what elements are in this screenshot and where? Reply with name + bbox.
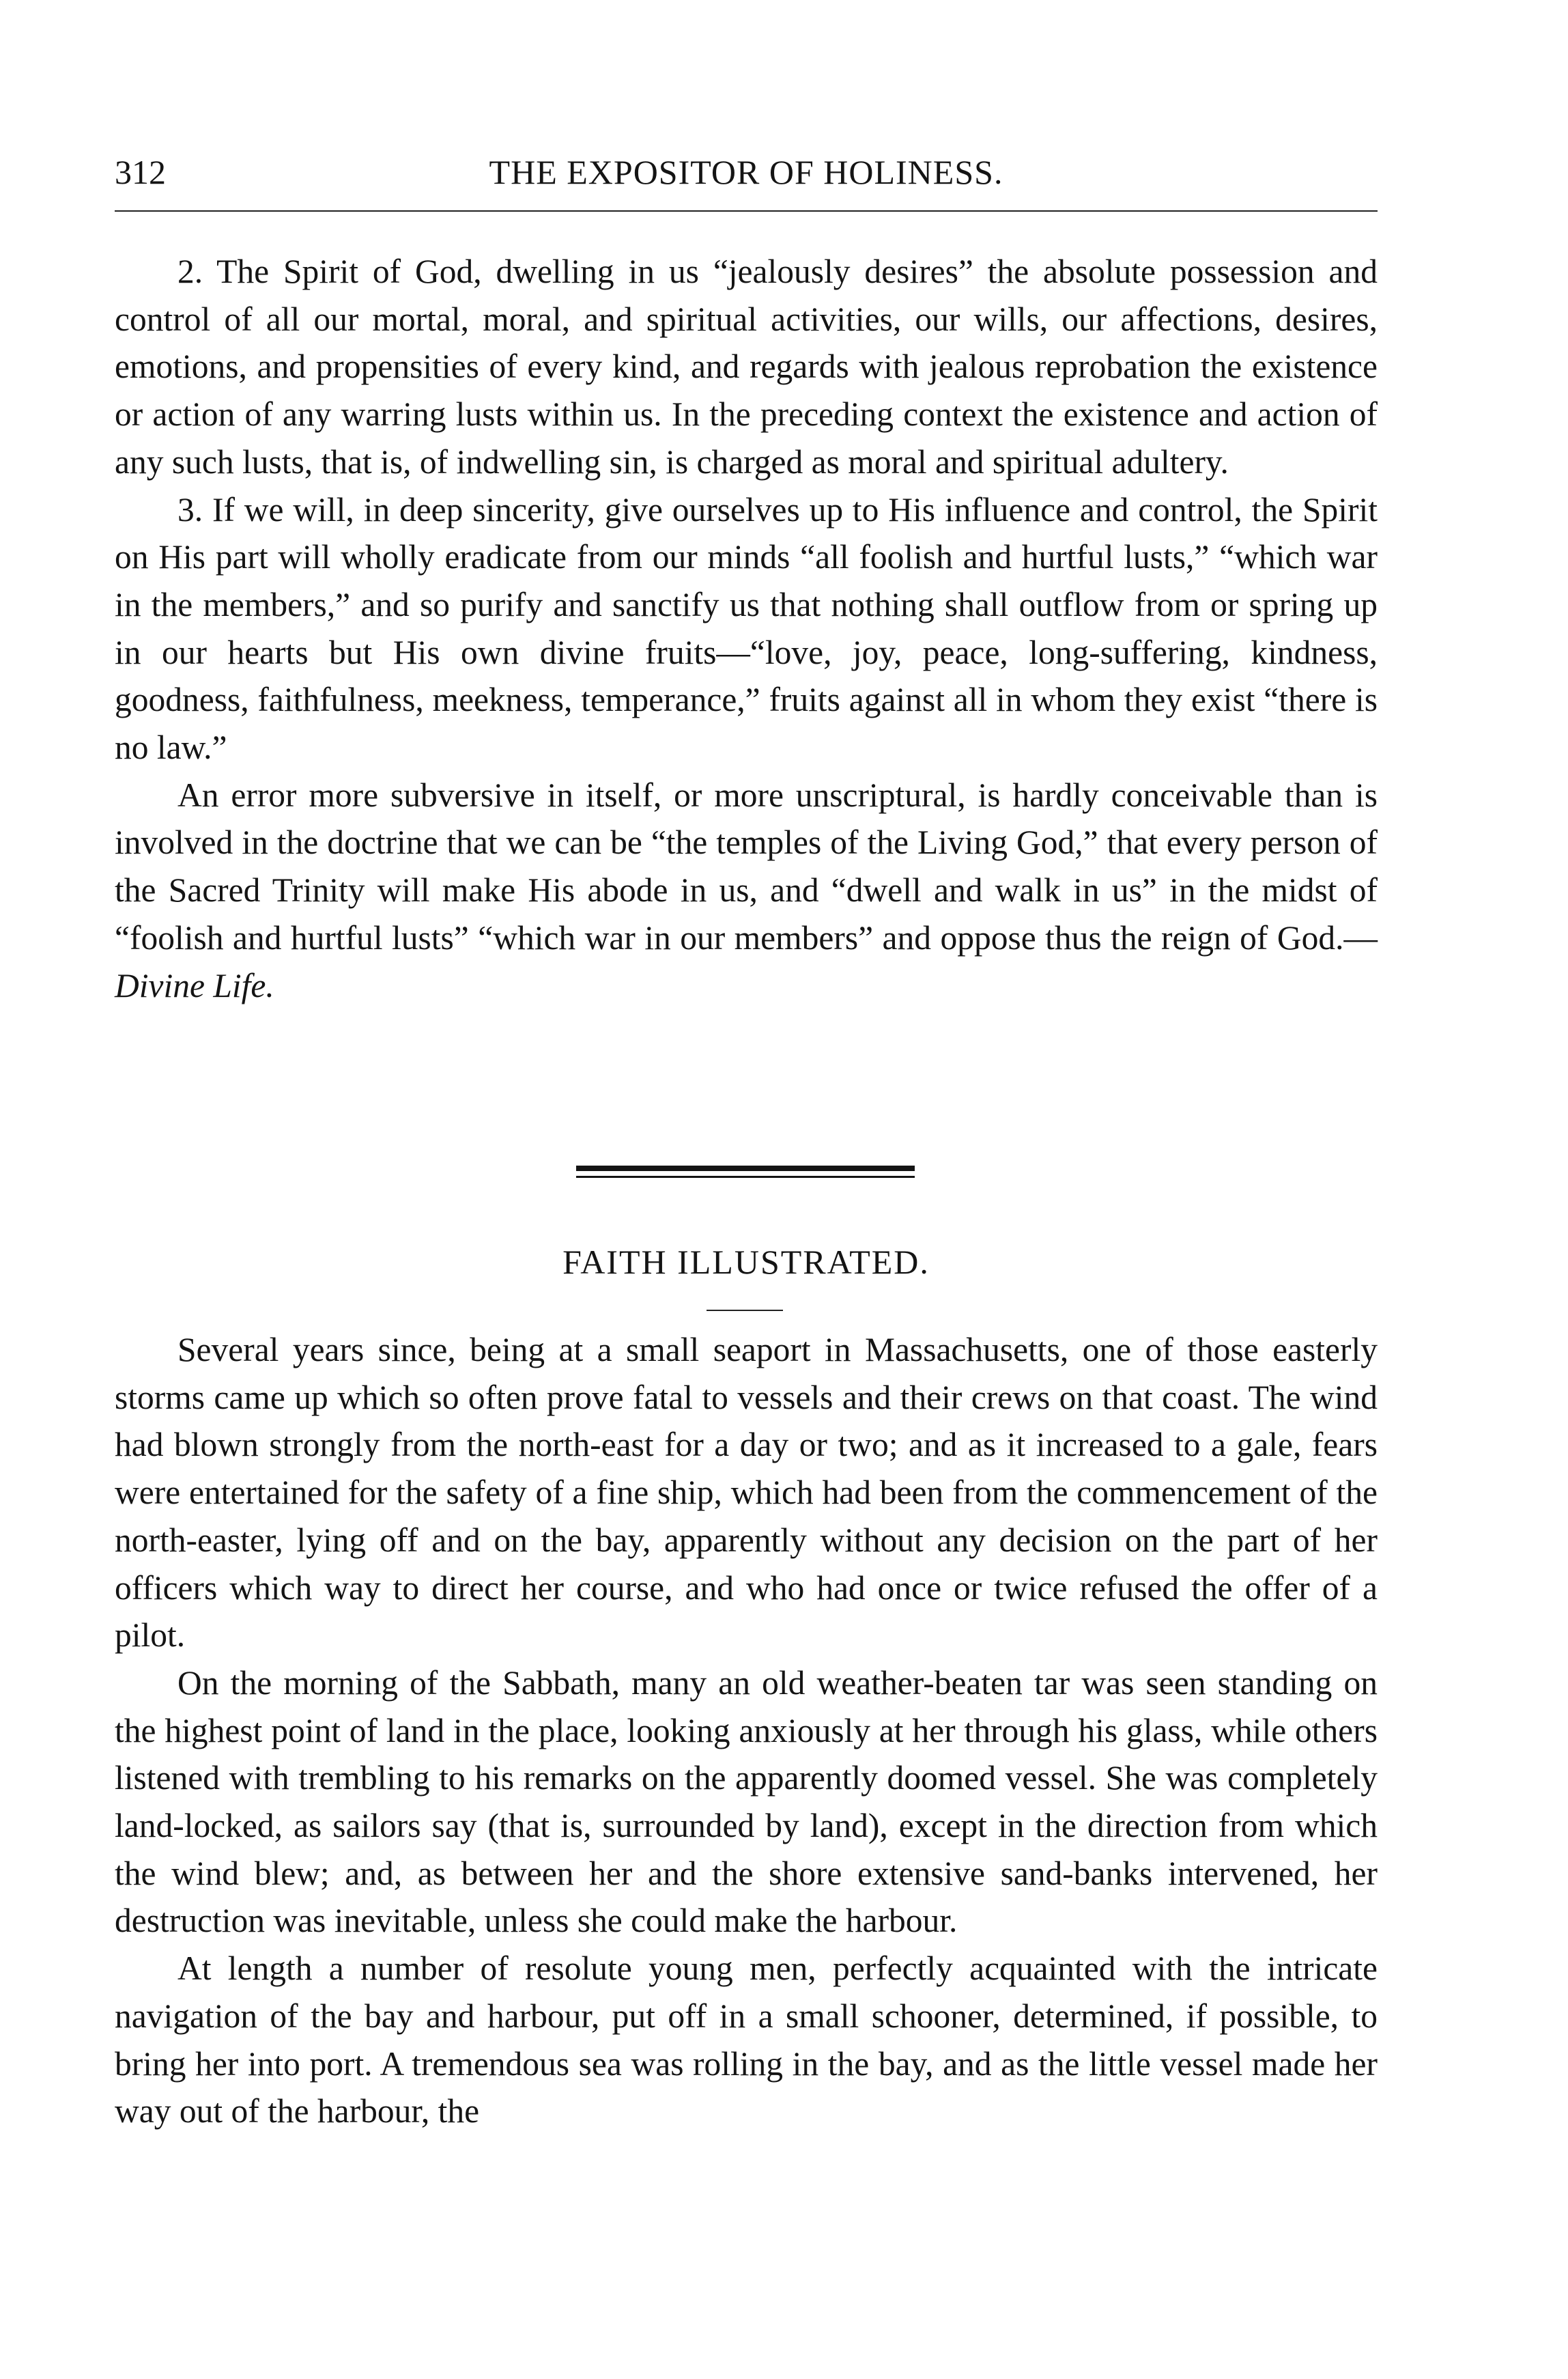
section-heading: FAITH ILLUSTRATED. (562, 1243, 930, 1281)
divider-thin-rule (576, 1176, 915, 1178)
divider-thick-rule (576, 1166, 915, 1171)
conclusion-text: An error more subversive in itself, or more unscriptural, is hardly conceivable than is involved in the doctrine that we can be “the temples of the Living God,” that every person of the Sacred Trinity will make His abode in us, and “dwell and walk in us” in the midst of “foolish and hurtful lusts” “which war in our members” and oppose thus the reign of God.— (115, 776, 1378, 957)
paragraph: On the morning of the Sabbath, many an old weather-beaten tar was seen standing on the highest point of land in the place, looking anxiously at her through his glass, while others listened with trembling to his remarks on the apparently doomed vessel. She was completely land-locked, as sailors say (that is, surrounded by land), except in the direction from which the wind blew; and, as between her and the shore extensive sand-banks intervened, her destruction was inevitable, unless she could make the harbour. (115, 1663, 1378, 1940)
article-end (115, 248, 1378, 1009)
section-divider (576, 1166, 915, 1181)
paragraph-point-2: 2. The Spirit of God, dwelling in us “jealously desires” the absolute possession and control of all our mortal, moral, and spiritual activities, our wills, our affections, desires, emotions, and propensities of every kind, and regards with jealous reprobation the existence or action of any warring lusts within us. In the preceding context the existence and action of any such lusts, that is, of indwelling sin, is charged as moral and spiritual adultery. (115, 253, 1378, 481)
source-citation: Divine Life. (115, 966, 274, 1004)
paragraph: Several years since, being at a small seaport in Massachusetts, one of those easterly storms came up which so often prove fatal to vessels and their crews on that coast. The wind had blown strongly from the north-east for a day or two; and as it increased to a gale, fears were entertained for the safety of a fine ship, which had been from the commencement of the north-easter, lying off and on the bay, apparently without any decision on the part of her officers which way to direct her course, and who had once or twice refused the offer of a pilot. (115, 1331, 1378, 1655)
paragraph: At length a number of resolute young men, perfectly acquainted with the intricate navigation of the bay and harbour, put off in a small schooner, determined, if possible, to bring her into port. A tremendous sea was rolling in the bay, and as the little vessel made her way out of the harbour, the (115, 1949, 1378, 2130)
page-number: 312 (115, 153, 166, 191)
heading-rule (707, 1310, 783, 1311)
paragraph-conclusion (115, 772, 1378, 1010)
page-header (115, 152, 1378, 193)
faith-illustrated-article (115, 1326, 1378, 2135)
paragraph-point-3: 3. If we will, in deep sincerity, give ourselves up to His influence and control, the Spirit on His part will wholly eradicate from our minds “all foolish and hurtful lusts,” “which war in the members,” and so purify and sanctify us that nothing shall outflow from or spring up in our hearts but His own divine fruits—“love, joy, peace, long-suffering, kindness, goodness, faithfulness, meekness, temperance,” fruits against all in whom they exist “there is no law.” (115, 490, 1378, 767)
header-rule (115, 210, 1378, 212)
running-title: THE EXPOSITOR OF HOLINESS. (489, 153, 1003, 191)
